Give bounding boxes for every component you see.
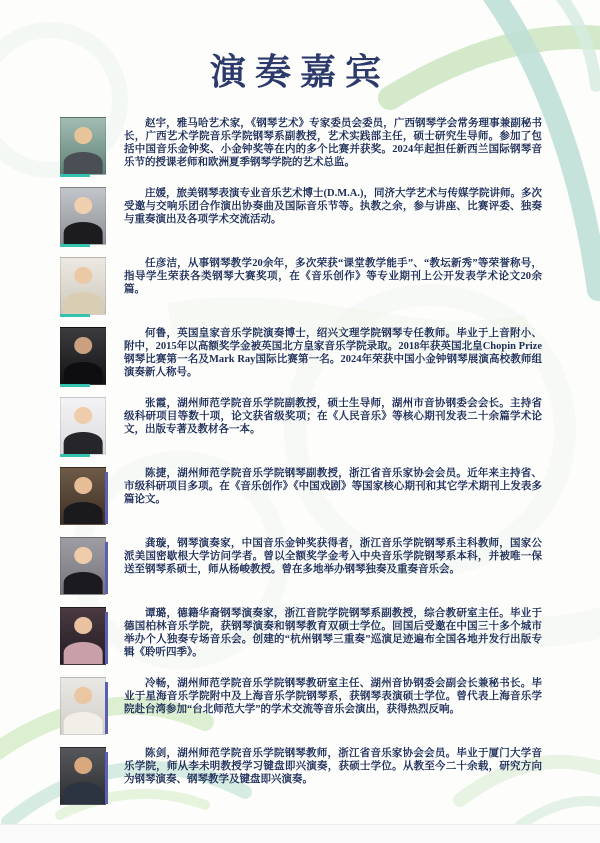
guest-bio: 谭璐，德籍华裔钢琴演奏家，浙江音院学院钢琴系副教授，综合教研室主任。毕业于德国柏林音乐学院，获钢琴演奏和钢琴教育双硕士学位。回国后受邀在中国三十多个城市举办个人独奏专场音乐会。创建的“杭州钢琴三重奏”巡演足迹遍布全国各地并发行出版专辑《聆听四季》。 bbox=[124, 608, 542, 658]
guest-photo bbox=[60, 117, 106, 175]
guest-list bbox=[60, 117, 542, 805]
photo-accent-bar bbox=[60, 174, 90, 177]
guest-entry-chenjie bbox=[60, 467, 542, 525]
guest-entry-renyanjie bbox=[60, 257, 542, 315]
guest-photo bbox=[60, 257, 106, 315]
photo-accent-bar bbox=[60, 454, 90, 457]
person-head-silhouette bbox=[74, 617, 92, 634]
person-body-silhouette bbox=[64, 432, 103, 454]
guest-bio: 庄媛，旅美钢琴表演专业音乐艺术博士(D.M.A.)，同济大学艺术与传媒学院讲师。多次受邀与交响乐团合作演出协奏曲及国际音乐节等。执教之余，参与讲座、比赛评委、独奏与重奏演出及各项学术交流活动。 bbox=[124, 188, 542, 225]
guest-bio: 陈剑，湖州师范学院音乐学院钢琴教师，浙江省音乐家协会会员。毕业于厦门大学音乐学院，师从李未明教授学习键盘即兴演奏，获硕士学位。从教至今二十余载，研究方向为钢琴演奏、钢琴教学及键盘即兴演奏。 bbox=[124, 748, 542, 785]
guest-bio: 龚璇，钢琴演奏家，中国音乐金钟奖获得者，浙江音乐学院钢琴系主科教师，国家公派美国密歇根大学访问学者。曾以全额奖学金考入中央音乐学院钢琴系本科，并被唯一保送至钢琴系硕士，师从杨峻教授。曾在多地举办钢琴独奏及重奏音乐会。 bbox=[124, 538, 542, 575]
page-bottom-margin bbox=[0, 824, 600, 843]
photo-accent-bar bbox=[105, 752, 108, 804]
guest-entry-helu bbox=[60, 327, 542, 385]
page-title: 演奏嘉宾 bbox=[209, 52, 390, 92]
photo-accent-bar bbox=[105, 682, 108, 734]
person-body-silhouette bbox=[64, 782, 103, 804]
person-head-silhouette bbox=[74, 477, 92, 494]
photo-accent-bar bbox=[60, 244, 90, 247]
guest-photo bbox=[60, 607, 106, 665]
guest-entry-tanlu bbox=[60, 607, 542, 665]
person-head-silhouette bbox=[74, 757, 92, 774]
guest-entry-zhangxia bbox=[60, 397, 542, 455]
guest-entry-zhuangyuan bbox=[60, 187, 542, 245]
guest-bio: 赵宇，雅马哈艺术家，《钢琴艺术》专家委员会委员，广西钢琴学会常务理事兼副秘书长，广西艺术学院音乐学院钢琴系副教授，艺术实践部主任，硕士研究生导师。参加了包括中国音乐金钟奖、小金钟奖等在内的多个比赛并获奖。2024年起担任新西兰国际钢琴音乐节的授课老师和欧洲夏季钢琴学院的艺术总监。 bbox=[124, 118, 542, 168]
photo-accent-bar bbox=[105, 612, 108, 664]
person-body-silhouette bbox=[64, 292, 103, 314]
guest-photo bbox=[60, 327, 106, 385]
guest-photo bbox=[60, 537, 106, 595]
person-body-silhouette bbox=[64, 712, 103, 734]
guest-entry-lengchang bbox=[60, 677, 542, 735]
guest-bio: 冷畅，湖州师范学院音乐学院钢琴教研室主任、湖州音协钢委会副会长兼秘书长。毕业于星海音乐学院附中及上海音乐学院钢琴系，获钢琴表演硕士学位。曾代表上海音乐学院赴台湾参加“台北师范大学”的学术交流等音乐会演出，获得热烈反响。 bbox=[124, 678, 542, 715]
photo-accent-bar bbox=[60, 384, 90, 387]
guest-photo bbox=[60, 677, 106, 735]
person-body-silhouette bbox=[64, 572, 103, 594]
person-body-silhouette bbox=[64, 362, 103, 384]
guest-bio: 张霞，湖州师范学院音乐学院副教授，硕士生导师，湖州市音协钢委会会长。主持省级科研项目等数十项，论文获省级奖项；在《人民音乐》等核心期刊发表二十余篇学术论文，出版专著及教材各一本。 bbox=[124, 398, 542, 435]
guest-photo bbox=[60, 467, 106, 525]
photo-accent-bar bbox=[105, 472, 108, 524]
guest-entry-gongxuan bbox=[60, 537, 542, 595]
guest-photo bbox=[60, 397, 106, 455]
guest-photo bbox=[60, 187, 106, 245]
person-head-silhouette bbox=[74, 267, 92, 284]
person-body-silhouette bbox=[64, 152, 103, 174]
person-head-silhouette bbox=[74, 127, 92, 144]
guest-bio: 任彦洁，从事钢琴教学20余年，多次荣获“课堂教学能手”、“教坛新秀”等荣誉称号，指导学生荣获各类钢琴大赛奖项，在《音乐创作》等专业期刊上公开发表学术论文20余篇。 bbox=[124, 258, 542, 295]
photo-accent-bar bbox=[105, 542, 108, 594]
guest-photo bbox=[60, 747, 106, 805]
person-body-silhouette bbox=[64, 502, 103, 524]
photo-accent-bar bbox=[60, 314, 90, 317]
person-head-silhouette bbox=[74, 197, 92, 214]
person-head-silhouette bbox=[74, 407, 92, 424]
guest-bio: 何鲁，英国皇家音乐学院演奏博士，绍兴文理学院钢琴专任教师。毕业于上音附小、附中，2015年以高额奖学金被英国北方皇家音乐学院录取。2018年获英国北皇Chopin Prize钢琴比赛第一名及Mark Ray国际比赛第一名。2024年荣获中国小金钟钢琴展演高校教师组演奏新人称号。 bbox=[124, 328, 542, 378]
person-body-silhouette bbox=[64, 222, 103, 244]
person-head-silhouette bbox=[74, 687, 92, 704]
person-head-silhouette bbox=[74, 337, 92, 354]
guest-bio: 陈捷，湖州师范学院音乐学院钢琴副教授，浙江省音乐家协会会员。近年来主持省、市级科研项目多项。在《音乐创作》《中国戏剧》等国家核心期刊和其它学术期刊上发表多篇论文。 bbox=[124, 468, 542, 505]
person-body-silhouette bbox=[64, 642, 103, 664]
guest-entry-zhaoyu bbox=[60, 117, 542, 175]
guest-entry-chenjian bbox=[60, 747, 542, 805]
person-head-silhouette bbox=[74, 547, 92, 564]
